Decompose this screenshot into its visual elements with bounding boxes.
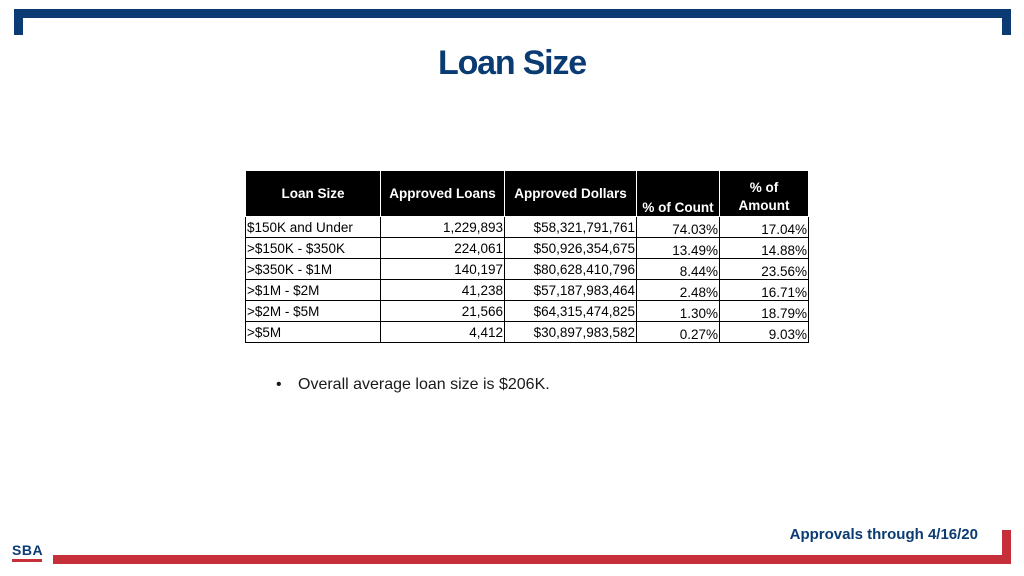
table-header-row <box>246 171 809 217</box>
cell-pct-amount: 17.04% <box>720 217 809 238</box>
table-row <box>246 259 809 280</box>
cell-loan-size: $150K and Under <box>246 217 381 238</box>
cell-loan-size: >$350K - $1M <box>246 259 381 280</box>
footer-red-bar <box>53 555 1011 564</box>
cell-pct-count: 1.30% <box>637 301 720 322</box>
header-approved-dollars: Approved Dollars <box>505 171 637 217</box>
cell-approved-loans: 41,238 <box>381 280 505 301</box>
loan-size-table <box>245 170 809 343</box>
sba-logo-underline <box>12 559 42 562</box>
sba-logo-text: SBA <box>12 542 44 558</box>
table-body <box>246 217 809 343</box>
bullet-point <box>276 376 550 394</box>
header-pct-amount-line1: % of <box>749 180 779 195</box>
table-row <box>246 217 809 238</box>
cell-pct-count: 13.49% <box>637 238 720 259</box>
header-approved-loans: Approved Loans <box>381 171 505 217</box>
cell-approved-dollars: $50,926,354,675 <box>505 238 637 259</box>
footer-right-corner <box>1002 530 1011 564</box>
cell-pct-count: 2.48% <box>637 280 720 301</box>
top-right-corner <box>1002 9 1011 35</box>
cell-loan-size: >$150K - $350K <box>246 238 381 259</box>
cell-pct-amount: 18.79% <box>720 301 809 322</box>
cell-approved-loans: 21,566 <box>381 301 505 322</box>
top-border-bar <box>14 9 1011 18</box>
table-row <box>246 280 809 301</box>
top-left-corner <box>14 9 23 35</box>
bullet-dot-icon: • <box>276 376 282 393</box>
cell-pct-amount: 14.88% <box>720 238 809 259</box>
cell-loan-size: >$1M - $2M <box>246 280 381 301</box>
cell-pct-amount: 23.56% <box>720 259 809 280</box>
header-loan-size: Loan Size <box>246 171 381 217</box>
header-pct-amount-line2: Amount <box>738 198 790 213</box>
table-row <box>246 322 809 343</box>
cell-approved-dollars: $30,897,983,582 <box>505 322 637 343</box>
cell-pct-count: 8.44% <box>637 259 720 280</box>
cell-approved-loans: 4,412 <box>381 322 505 343</box>
header-pct-amount <box>720 171 809 217</box>
cell-pct-count: 74.03% <box>637 217 720 238</box>
cell-approved-loans: 1,229,893 <box>381 217 505 238</box>
header-pct-count: % of Count <box>637 171 720 217</box>
slide-title: Loan Size <box>438 44 586 82</box>
cell-approved-dollars: $58,321,791,761 <box>505 217 637 238</box>
cell-pct-amount: 9.03% <box>720 322 809 343</box>
sba-logo <box>12 542 46 568</box>
cell-loan-size: >$2M - $5M <box>246 301 381 322</box>
cell-loan-size: >$5M <box>246 322 381 343</box>
cell-approved-dollars: $80,628,410,796 <box>505 259 637 280</box>
cell-pct-amount: 16.71% <box>720 280 809 301</box>
cell-approved-dollars: $57,187,983,464 <box>505 280 637 301</box>
footer-approvals-note: Approvals through 4/16/20 <box>789 526 978 543</box>
cell-approved-loans: 224,061 <box>381 238 505 259</box>
table-row <box>246 238 809 259</box>
cell-pct-count: 0.27% <box>637 322 720 343</box>
bullet-text: Overall average loan size is $206K. <box>298 376 550 393</box>
cell-approved-dollars: $64,315,474,825 <box>505 301 637 322</box>
table-row <box>246 301 809 322</box>
cell-approved-loans: 140,197 <box>381 259 505 280</box>
